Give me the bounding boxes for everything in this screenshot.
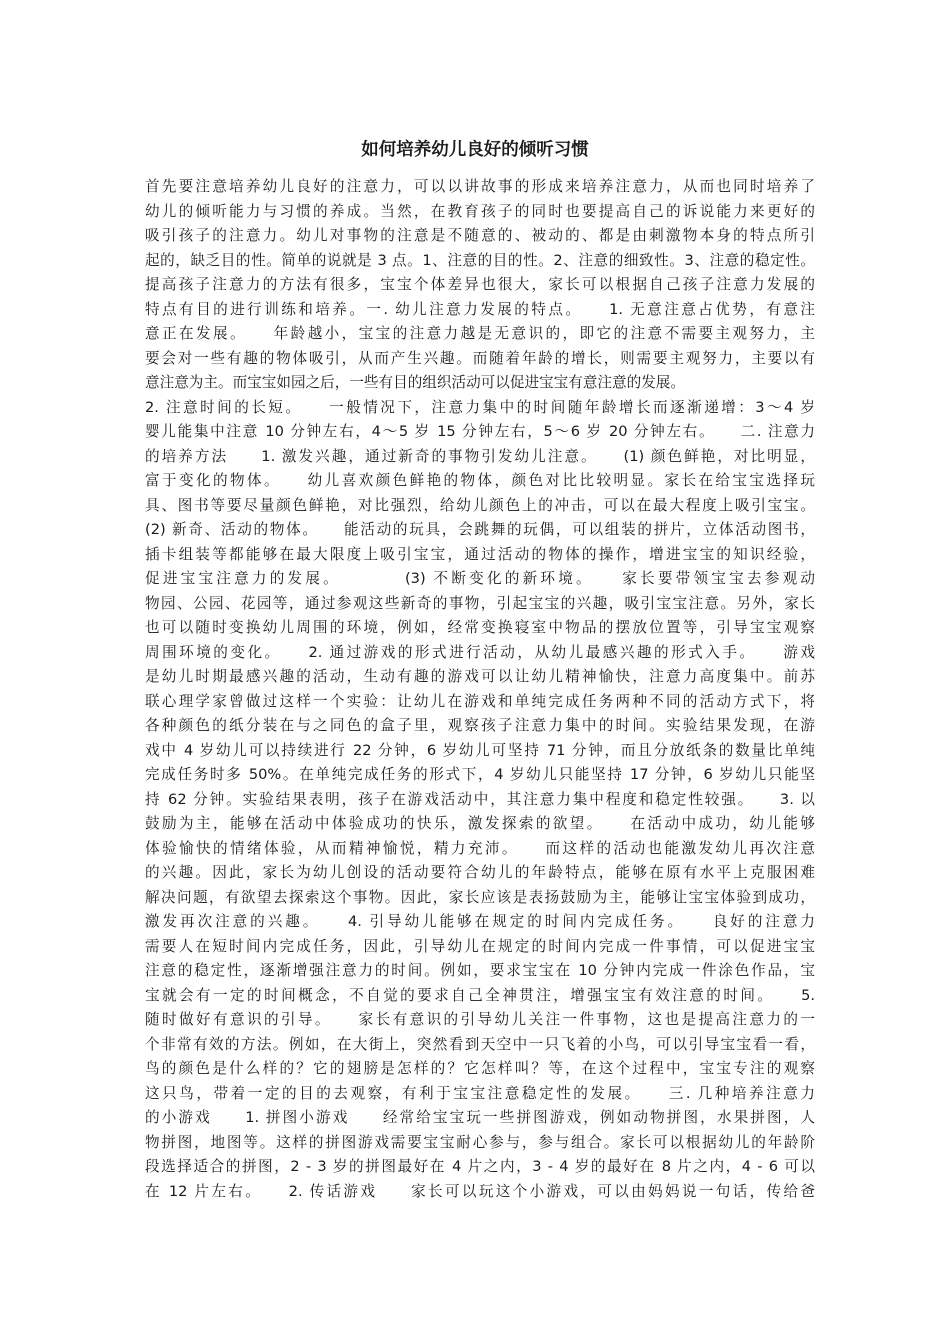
body-line: 体验愉快的情绪体验，从而精神愉悦，精力充沛。 而这样的活动也能激发幼儿再次注意 [145,839,815,857]
body-line: 物拼图，地图等。这样的拼图游戏需要宝宝耐心参与，参与组合。家长可以根据幼儿的年龄阶 [145,1133,815,1151]
body-line: 持 62 分钟。实验结果表明，孩子在游戏活动中，其注意力集中程度和稳定性较强。 3. 以 [145,790,815,808]
body-line: 意注意为主。而宝宝如园之后，一些有目的组织活动可以促进宝宝有意注意的发展。 [145,374,685,391]
body-line: 激发再次注意的兴趣。 4. 引导幼儿能够在规定的时间内完成任务。 良好的注意力 [145,913,815,930]
body-line: 具、图书等要尽量颜色鲜艳，对比强烈，给幼儿颜色上的冲击，可以在最大程度上吸引宝宝。 [145,496,815,514]
body-line: 完成任务时多 50%。在单纯完成任务的形式下，4 岁幼儿只能坚持 17 分钟，6 岁幼儿只能坚 [145,766,815,783]
body-line: 婴儿能集中注意 10 分钟左右，4～5 岁 15 分钟左右，5～6 岁 20 分钟左右。 二. 注意力 [145,423,815,440]
body-line: 的小游戏 1. 拼图小游戏 经常给宝宝玩一些拼图游戏，例如动物拼图，水果拼图，人 [145,1109,815,1126]
document-body [145,175,815,1204]
body-line: 戏中 4 岁幼儿可以持续进行 22 分钟，6 岁幼儿可坚持 71 分钟，而且分放纸条的数量比单纯 [145,741,815,759]
body-line: 首先要注意培养幼儿良好的注意力，可以以讲故事的形成来培养注意力，从而也同时培养了 [145,178,815,195]
body-line: 意正在发展。 年龄越小，宝宝的注意力越是无意识的，即它的注意不需要主观努力，主 [145,325,815,342]
body-line: 随时做好有意识的引导。 家长有意识的引导幼儿关注一件事物，这也是提高注意力的一 [145,1011,815,1028]
body-line: 促进宝宝注意力的发展。 (3) 不断变化的新环境。 家长要带领宝宝去参观动 [145,570,815,587]
body-line: 插卡组装等都能够在最大限度上吸引宝宝，通过活动的物体的操作，增进宝宝的知识经验， [145,545,815,563]
body-line: 周围环境的变化。 2. 通过游戏的形式进行活动，从幼儿最感兴趣的形式入手。 游戏 [145,643,815,661]
body-line: 物园、公园、花园等，通过参观这些新奇的事物，引起宝宝的兴趣，吸引宝宝注意。另外，家长 [145,594,815,612]
body-line: 这只鸟，带着一定的目的去观察，有利于宝宝注意稳定性的发展。 三. 几种培养注意力 [145,1084,815,1102]
body-line: 吸引孩子的注意力。幼儿对事物的注意是不随意的、被动的、都是由刺激物本身的特点所引 [145,227,815,244]
body-line: 鸟的颜色是什么样的？它的翅膀是怎样的？它怎样叫？等，在这个过程中，宝宝专注的观察 [145,1060,815,1077]
body-line: (2) 新奇、活动的物体。 能活动的玩具，会跳舞的玩偶，可以组装的拼片，立体活动图书， [145,521,815,538]
document-title: 如何培养幼儿良好的倾听习惯 [361,140,589,160]
body-line: 各种颜色的纸分装在与之同色的盒子里，观察孩子注意力集中的时间。实验结果发现，在游 [145,717,815,734]
body-line: 也可以随时变换幼儿周围的环境，例如，经常变换寝室中物品的摆放位置等，引导宝宝观察 [145,619,815,636]
body-line: 联心理学家曾做过这样一个实验：让幼儿在游戏和单纯完成任务两种不同的活动方式下，将 [145,692,815,710]
body-line: 个非常有效的方法。例如，在大街上，突然看到天空中一只飞着的小鸟，可以引导宝宝看一看， [145,1035,815,1053]
body-line: 2. 注意时间的长短。 一般情况下，注意力集中的时间随年龄增长而逐渐递增：3～4 岁 [145,398,815,416]
body-line: 段选择适合的拼图，2 - 3 岁的拼图最好在 4 片之内，3 - 4 岁的最好在 8 片之内，4 - 6 可以 [145,1158,815,1175]
body-line: 注意的稳定性，逐渐增强注意力的时间。例如，要求宝宝在 10 分钟内完成一件涂色作品，宝 [145,962,815,979]
body-line: 提高孩子注意力的方法有很多，宝宝个体差异也很大，家长可以根据自己孩子注意力发展的 [145,276,815,293]
body-line: 富于变化的物体。 幼儿喜欢颜色鲜艳的物体，颜色对比比较明显。家长在给宝宝选择玩 [145,472,815,489]
body-line: 要会对一些有趣的物体吸引，从而产生兴趣。而随着年龄的增长，则需要主观努力，主要以有 [145,349,815,367]
body-line: 起的，缺乏目的性。简单的说就是 3 点。1、注意的目的性。2、注意的细致性。3、注意的稳定性。 [145,251,815,269]
body-line: 鼓励为主，能够在活动中体验成功的快乐，激发探索的欲望。 在活动中成功，幼儿能够 [145,815,815,832]
body-line: 宝就会有一定的时间概念，不自觉的要求自己全神贯注，增强宝宝有效注意的时间。 5. [145,986,815,1004]
body-line: 解决问题，有欲望去探索这个事物。因此，家长应该是表扬鼓励为主，能够让宝宝体验到成功， [145,888,815,906]
body-line: 在 12 片左右。 2. 传话游戏 家长可以玩这个小游戏，可以由妈妈说一句话，传给爸 [145,1182,815,1200]
body-line: 的兴趣。因此，家长为幼儿创设的活动要符合幼儿的年龄特点，能够在原有水平上克服困难 [145,864,815,881]
body-line: 是幼儿时期最感兴趣的活动，生动有趣的游戏可以让幼儿精神愉快，注意力高度集中。前苏 [145,668,815,685]
body-line: 需要人在短时间内完成任务，因此，引导幼儿在规定的时间内完成一件事情，可以促进宝宝 [145,937,815,955]
body-line: 的培养方法 1. 激发兴趣，通过新奇的事物引发幼儿注意。 (1) 颜色鲜艳，对比明显， [145,447,815,465]
body-line: 特点有目的进行训练和培养。一. 幼儿注意力发展的特点。 1. 无意注意占优势，有意注 [145,300,815,318]
body-line: 幼儿的倾听能力与习惯的养成。当然，在教育孩子的同时也要提高自己的诉说能力来更好的 [145,202,815,220]
